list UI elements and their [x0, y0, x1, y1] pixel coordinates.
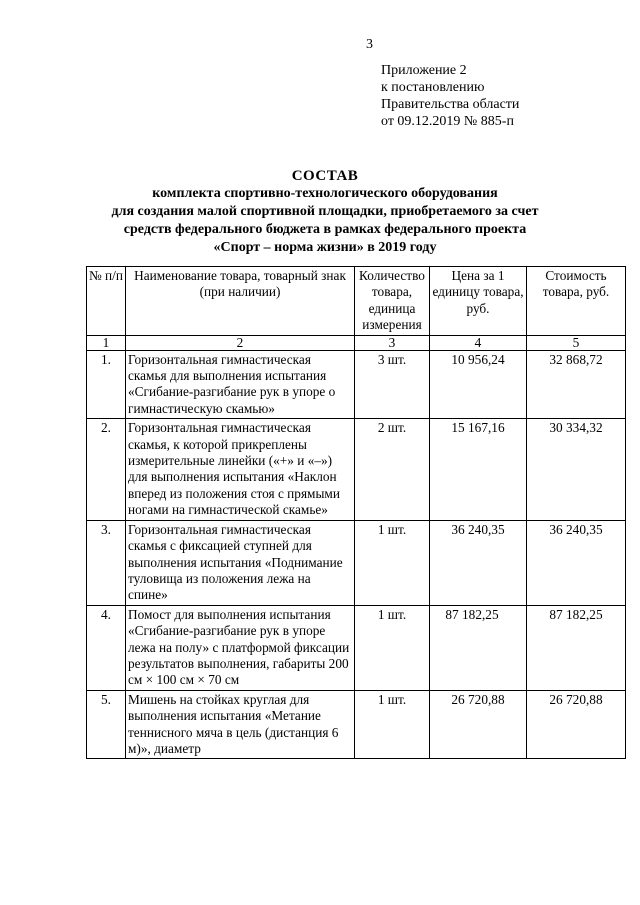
column-index: 2: [126, 335, 355, 350]
title-line: средств федерального бюджета в рамках федерального проекта: [123, 222, 527, 237]
column-index-row: [87, 335, 626, 350]
column-index: 3: [355, 335, 430, 350]
document-title: [80, 167, 570, 257]
row-num: 3.: [87, 520, 126, 605]
appendix-line: Приложение 2: [381, 63, 467, 78]
row-qty: 1 шт.: [355, 690, 430, 759]
column-index: 1: [87, 335, 126, 350]
table-row: [87, 520, 626, 605]
header-num: № п/п: [87, 267, 126, 336]
title-line: комплекта спортивно-технологического оборудования: [152, 186, 498, 201]
title-line: для создания малой спортивной площадки, приобретаемого за счет: [111, 204, 539, 219]
row-cost: 36 240,35: [527, 520, 626, 605]
row-qty: 2 шт.: [355, 419, 430, 520]
column-index: 5: [527, 335, 626, 350]
row-num: 2.: [87, 419, 126, 520]
table-row: [87, 419, 626, 520]
row-num: 1.: [87, 350, 126, 419]
header-price: Цена за 1 единицу товара, руб.: [430, 267, 527, 336]
appendix-header: [381, 62, 519, 130]
row-cost: 32 868,72: [527, 350, 626, 419]
row-qty: 1 шт.: [355, 605, 430, 690]
row-price: [430, 605, 527, 690]
table-row: [87, 350, 626, 419]
row-cost: 26 720,88: [527, 690, 626, 759]
row-name: Помост для выполнения испытания «Сгибание-разгибание рук в упоре лежа на полу» с платформой фиксации результатов выполнения, габариты 200 см × 100 см × 70 см: [126, 605, 355, 690]
row-num: 5.: [87, 690, 126, 759]
title-line: «Спорт – норма жизни» в 2019 году: [213, 240, 437, 255]
row-name: Горизонтальная гимнастическая скамья для выполнения испытания «Сгибание-разгибание рук в упоре о гимнастическую скамью»: [126, 350, 355, 419]
row-num: 4.: [87, 605, 126, 690]
column-index: 4: [430, 335, 527, 350]
header-name: Наименование товара, товарный знак (при наличии): [126, 267, 355, 336]
row-cost: 87 182,25: [527, 605, 626, 690]
row-qty: 1 шт.: [355, 520, 430, 605]
appendix-line: от 09.12.2019 № 885-п: [381, 114, 514, 129]
equipment-table: [86, 266, 626, 759]
table-header-row: [87, 267, 626, 336]
row-price: 26 720,88: [430, 690, 527, 759]
row-name: Мишень на стойках круглая для выполнения испытания «Метание теннисного мяча в цель (дистанция 6 м)», диаметр: [126, 690, 355, 759]
appendix-line: к постановлению: [381, 80, 485, 95]
header-cost: Стоимость товара, руб.: [527, 267, 626, 336]
row-name: Горизонтальная гимнастическая скамья, к которой прикреплены измерительные линейки («+» и «–») для выполнения испытания «Наклон вперед из положения стоя с прямыми ногами на гимнастической скамье»: [126, 419, 355, 520]
row-name: Горизонтальная гимнастическая скамья с фиксацией ступней для выполнения испытания «Поднимание туловища из положения лежа на спине»: [126, 520, 355, 605]
row-price: 36 240,35: [430, 520, 527, 605]
header-qty: Количество товара, единица измерения: [355, 267, 430, 336]
title-main: СОСТАВ: [291, 168, 359, 184]
row-price: 10 956,24: [430, 350, 527, 419]
row-qty: 3 шт.: [355, 350, 430, 419]
appendix-line: Правительства области: [381, 97, 520, 112]
row-price: 15 167,16: [430, 419, 527, 520]
table-row: [87, 605, 626, 690]
row-price-value: 87 182,25: [445, 606, 499, 622]
page-number: 3: [366, 37, 373, 52]
row-cost: 30 334,32: [527, 419, 626, 520]
table-row: [87, 690, 626, 759]
